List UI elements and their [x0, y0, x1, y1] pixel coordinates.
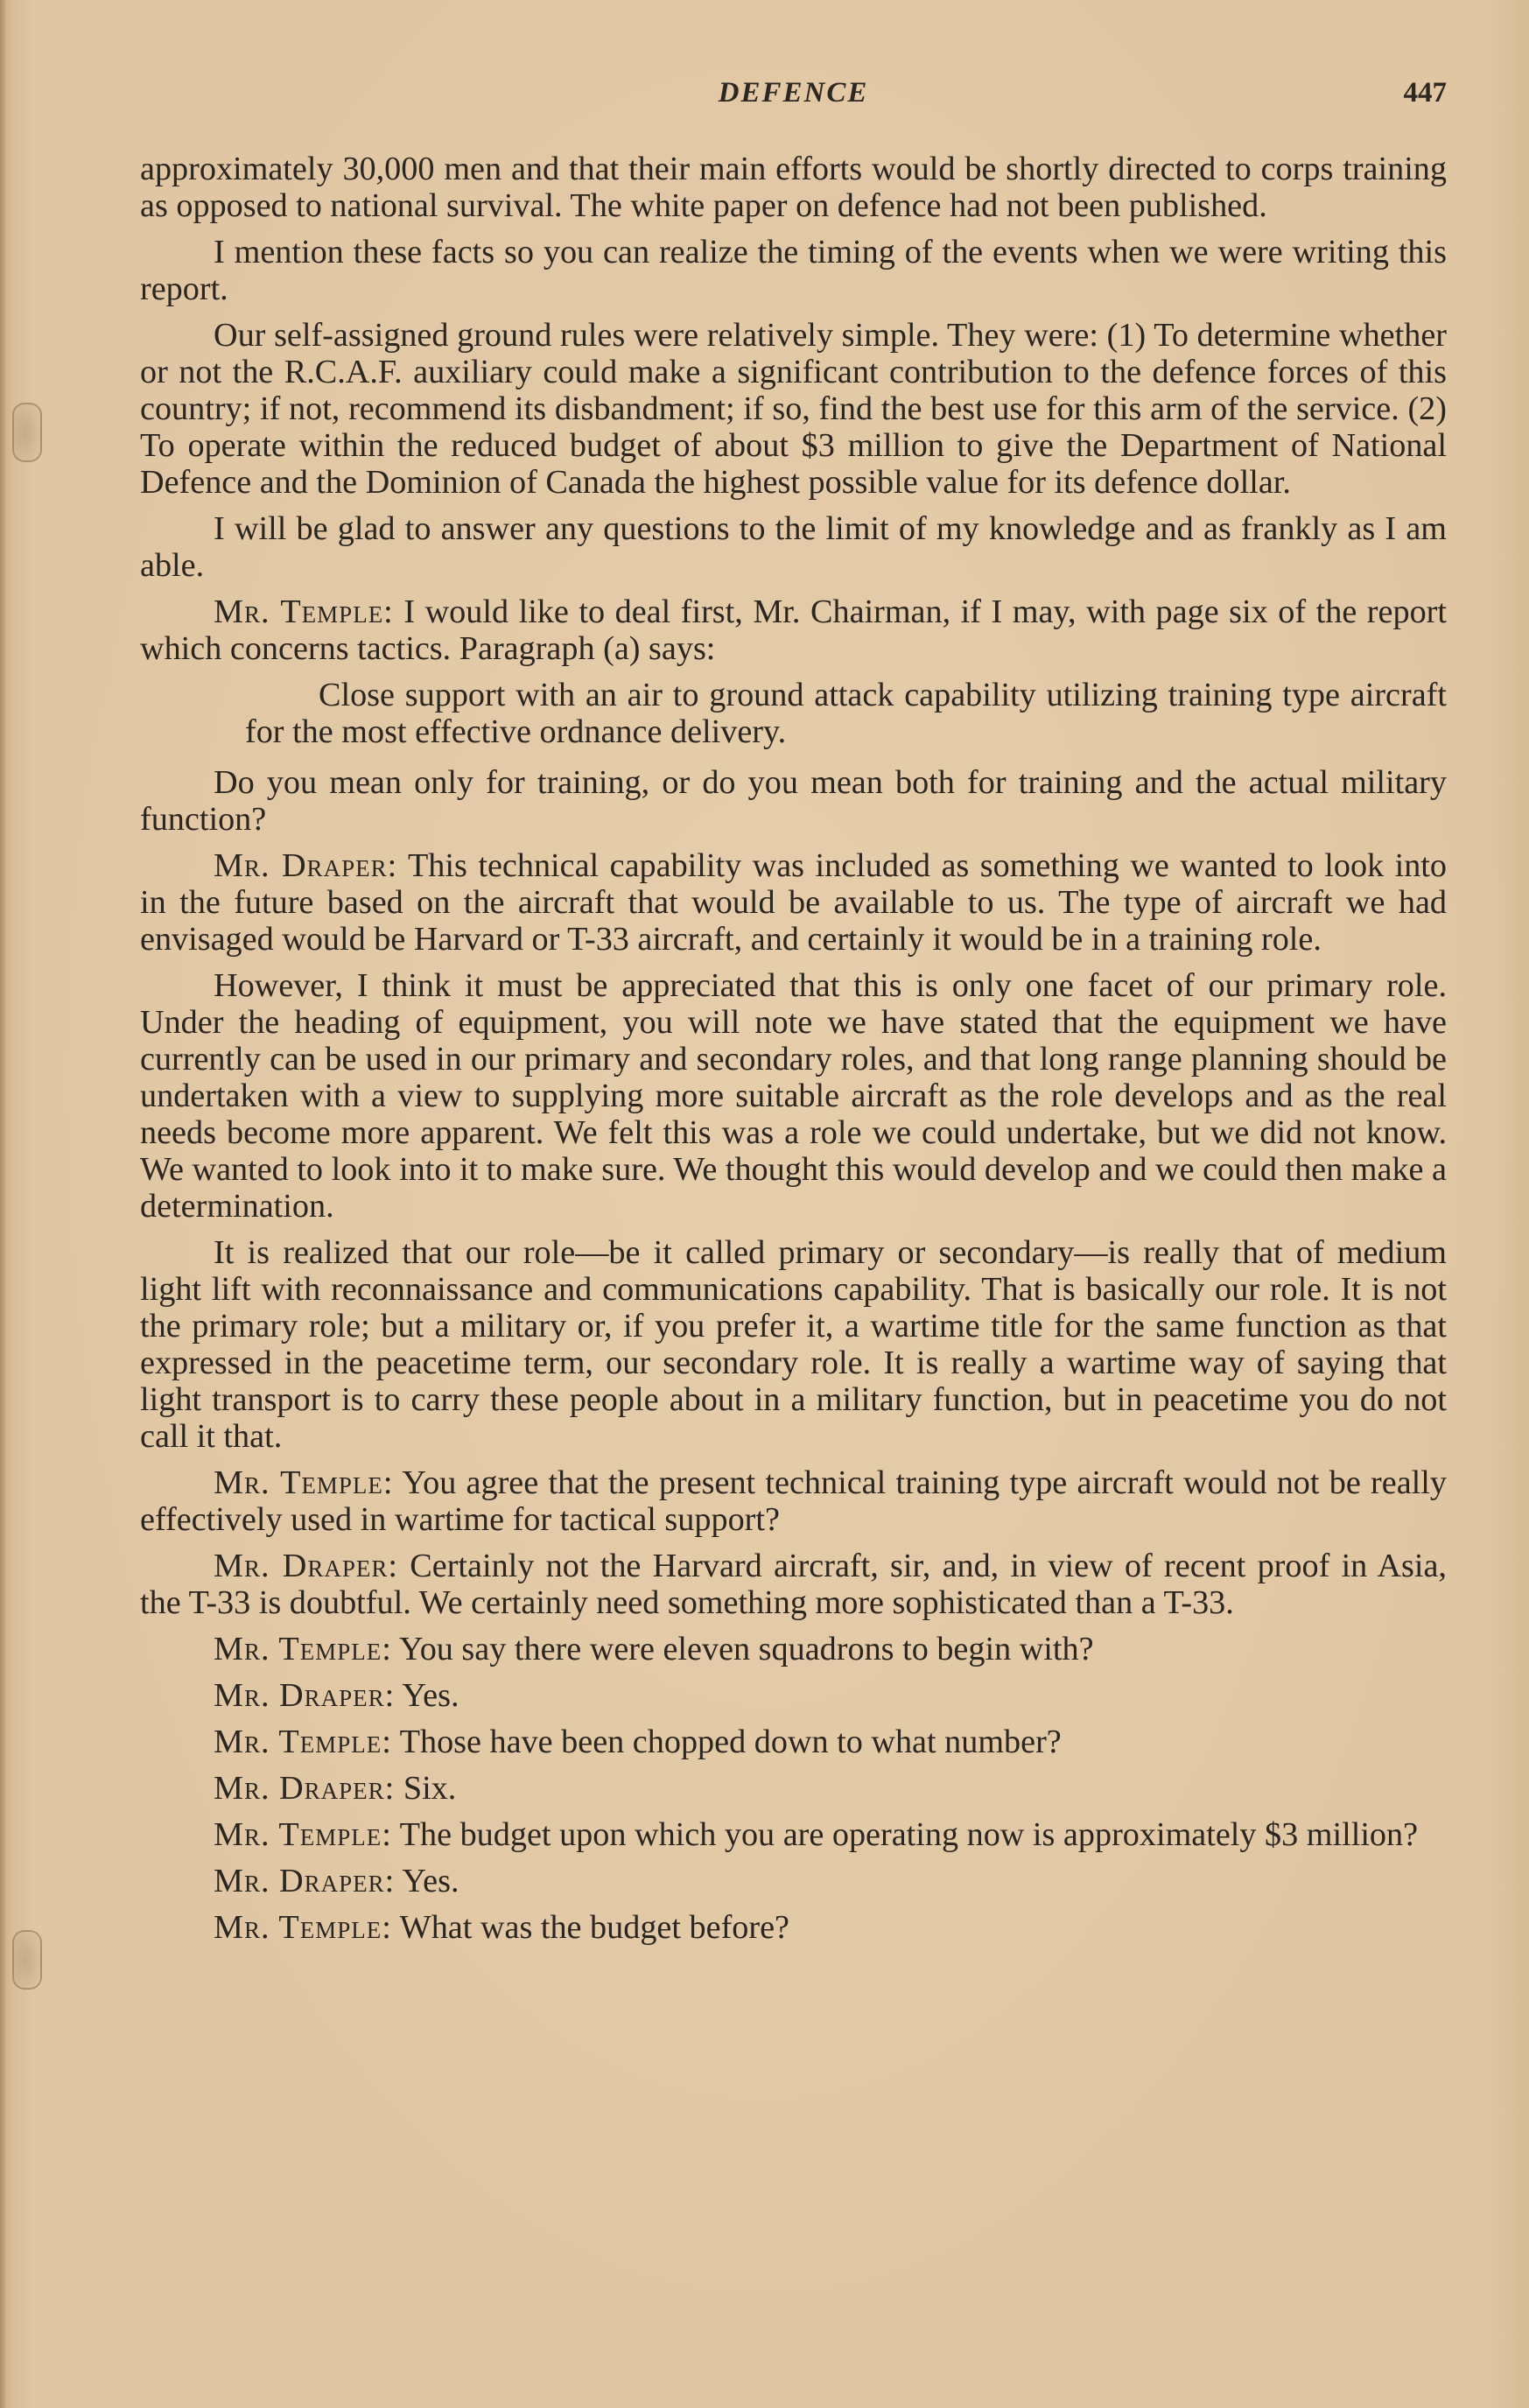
dialogue-paragraph: [140, 847, 1447, 958]
dialogue-paragraph: [140, 1631, 1447, 1667]
paragraph-text: However, I think it must be appreciated that this is only one facet of our primary role. Under the heading of equipment, you will note we have stated that the equipment we have currently can be used in our primary and secondary roles, and that long range planning should be undertaken with a view to supplying more suitable aircraft as the role develops and as the real needs become more apparent. We felt this was a role we could undertake, but we did not know. We wanted to look into it to make sure. We thought this would develop and we could then make a determination.: [140, 967, 1447, 1225]
paragraph-text: It is realized that our role—be it called primary or secondary—is really that of medium light lift with reconnaissance and communications capability. That is basically our role. It is not the primary role; but a military or, if you prefer it, a wartime title for the same function as that expressed in the peacetime term, our secondary role. It is really a wartime way of saying that light transport is to carry these people about in a military function, but in peacetime you do not call it that.: [140, 1234, 1447, 1455]
paragraph-text: I will be glad to answer any questions to the limit of my knowledge and as frankly as I am able.: [140, 510, 1447, 584]
speaker-name: Mr. Draper:: [214, 847, 398, 884]
paragraph-text: You agree that the present technical training type aircraft would not be really effectively used in wartime for tactical support?: [140, 1464, 1447, 1538]
running-head: DEFENCE: [718, 77, 869, 109]
paragraph-text: You say there were eleven squadrons to begin with?: [391, 1631, 1094, 1667]
paragraph-text: Our self-assigned ground rules were relatively simple. They were: (1) To determine whether or not the R.C.A.F. auxiliary could make a significant contribution to the defence forces of this country; if not, recommend its disbandment; if so, find the best use for this arm of the service. (2) To operate within the reduced budget of about $3 million to give the Department of National Defence and the Dominion of Canada the highest possible value for its defence dollar.: [140, 317, 1447, 501]
paragraph-text: Yes.: [395, 1863, 459, 1899]
paragraph-text: Yes.: [395, 1677, 459, 1714]
paragraph: [140, 967, 1447, 1225]
paragraph-text: Do you mean only for training, or do you mean both for training and the actual military function?: [140, 764, 1447, 838]
dialogue-paragraph: [140, 1677, 1447, 1714]
speaker-name: Mr. Temple:: [214, 593, 394, 630]
paragraph-text: Six.: [395, 1770, 457, 1807]
page-number: 447: [1403, 77, 1447, 109]
speaker-name: Mr. Temple:: [214, 1724, 392, 1760]
paragraph: [140, 764, 1447, 838]
punch-hole: [12, 403, 42, 462]
paragraph: [140, 1234, 1447, 1455]
block-quote: [140, 677, 1447, 750]
paragraph-text: Those have been chopped down to what number?: [391, 1724, 1062, 1760]
paragraph-text: Certainly not the Harvard aircraft, sir, and, in view of recent proof in Asia, the T-33 is doubtful. We certainly need something more sophisticated than a T-33.: [140, 1548, 1447, 1621]
speaker-name: Mr. Draper:: [214, 1677, 396, 1714]
paragraph-text: I would like to deal first, Mr. Chairman, if I may, with page six of the report which concerns tactics. Paragraph (a) says:: [140, 593, 1447, 667]
dialogue-paragraph: [140, 1464, 1447, 1538]
dialogue-paragraph: [140, 1724, 1447, 1760]
page-body: [140, 151, 1447, 1955]
speaker-name: Mr. Temple:: [214, 1631, 392, 1667]
dialogue-paragraph: [140, 1863, 1447, 1899]
paragraph-text: This technical capability was included as something we wanted to look into in the future based on the aircraft that would be available to us. The type of aircraft we had envisaged would be Harvard or T-33 aircraft, and certainly it would be in a training role.: [140, 847, 1448, 958]
page-header: [140, 77, 1447, 119]
dialogue-paragraph: [140, 593, 1447, 667]
speaker-name: Mr. Temple:: [214, 1909, 392, 1946]
speaker-name: Mr. Draper:: [214, 1548, 398, 1584]
paragraph-text: I mention these facts so you can realize the timing of the events when we were writing this report.: [140, 234, 1447, 307]
paragraph-text: Close support with an air to ground attack capability utilizing training type aircraft for the most effective ordnance delivery.: [245, 677, 1447, 750]
paragraph-text: What was the budget before?: [391, 1909, 789, 1946]
speaker-name: Mr. Temple:: [214, 1464, 394, 1501]
dialogue-paragraph: [140, 1909, 1447, 1946]
dialogue-paragraph: [140, 1548, 1447, 1621]
speaker-name: Mr. Draper:: [214, 1863, 396, 1899]
paragraph-text: The budget upon which you are operating now is approximately $3 million?: [391, 1816, 1419, 1853]
paragraph: [140, 317, 1447, 501]
dialogue-paragraph: [140, 1816, 1447, 1853]
paragraph: [140, 234, 1447, 307]
dialogue-paragraph: [140, 1770, 1447, 1807]
speaker-name: Mr. Temple:: [214, 1816, 392, 1853]
paragraph: [140, 510, 1447, 584]
punch-hole: [12, 1930, 42, 1990]
speaker-name: Mr. Draper:: [214, 1770, 396, 1807]
paragraph-text: approximately 30,000 men and that their main efforts would be shortly directed to corps training as opposed to national survival. The white paper on defence had not been published.: [140, 151, 1447, 224]
paragraph-continuation: [140, 151, 1447, 224]
binding-edge: [0, 0, 5, 2408]
